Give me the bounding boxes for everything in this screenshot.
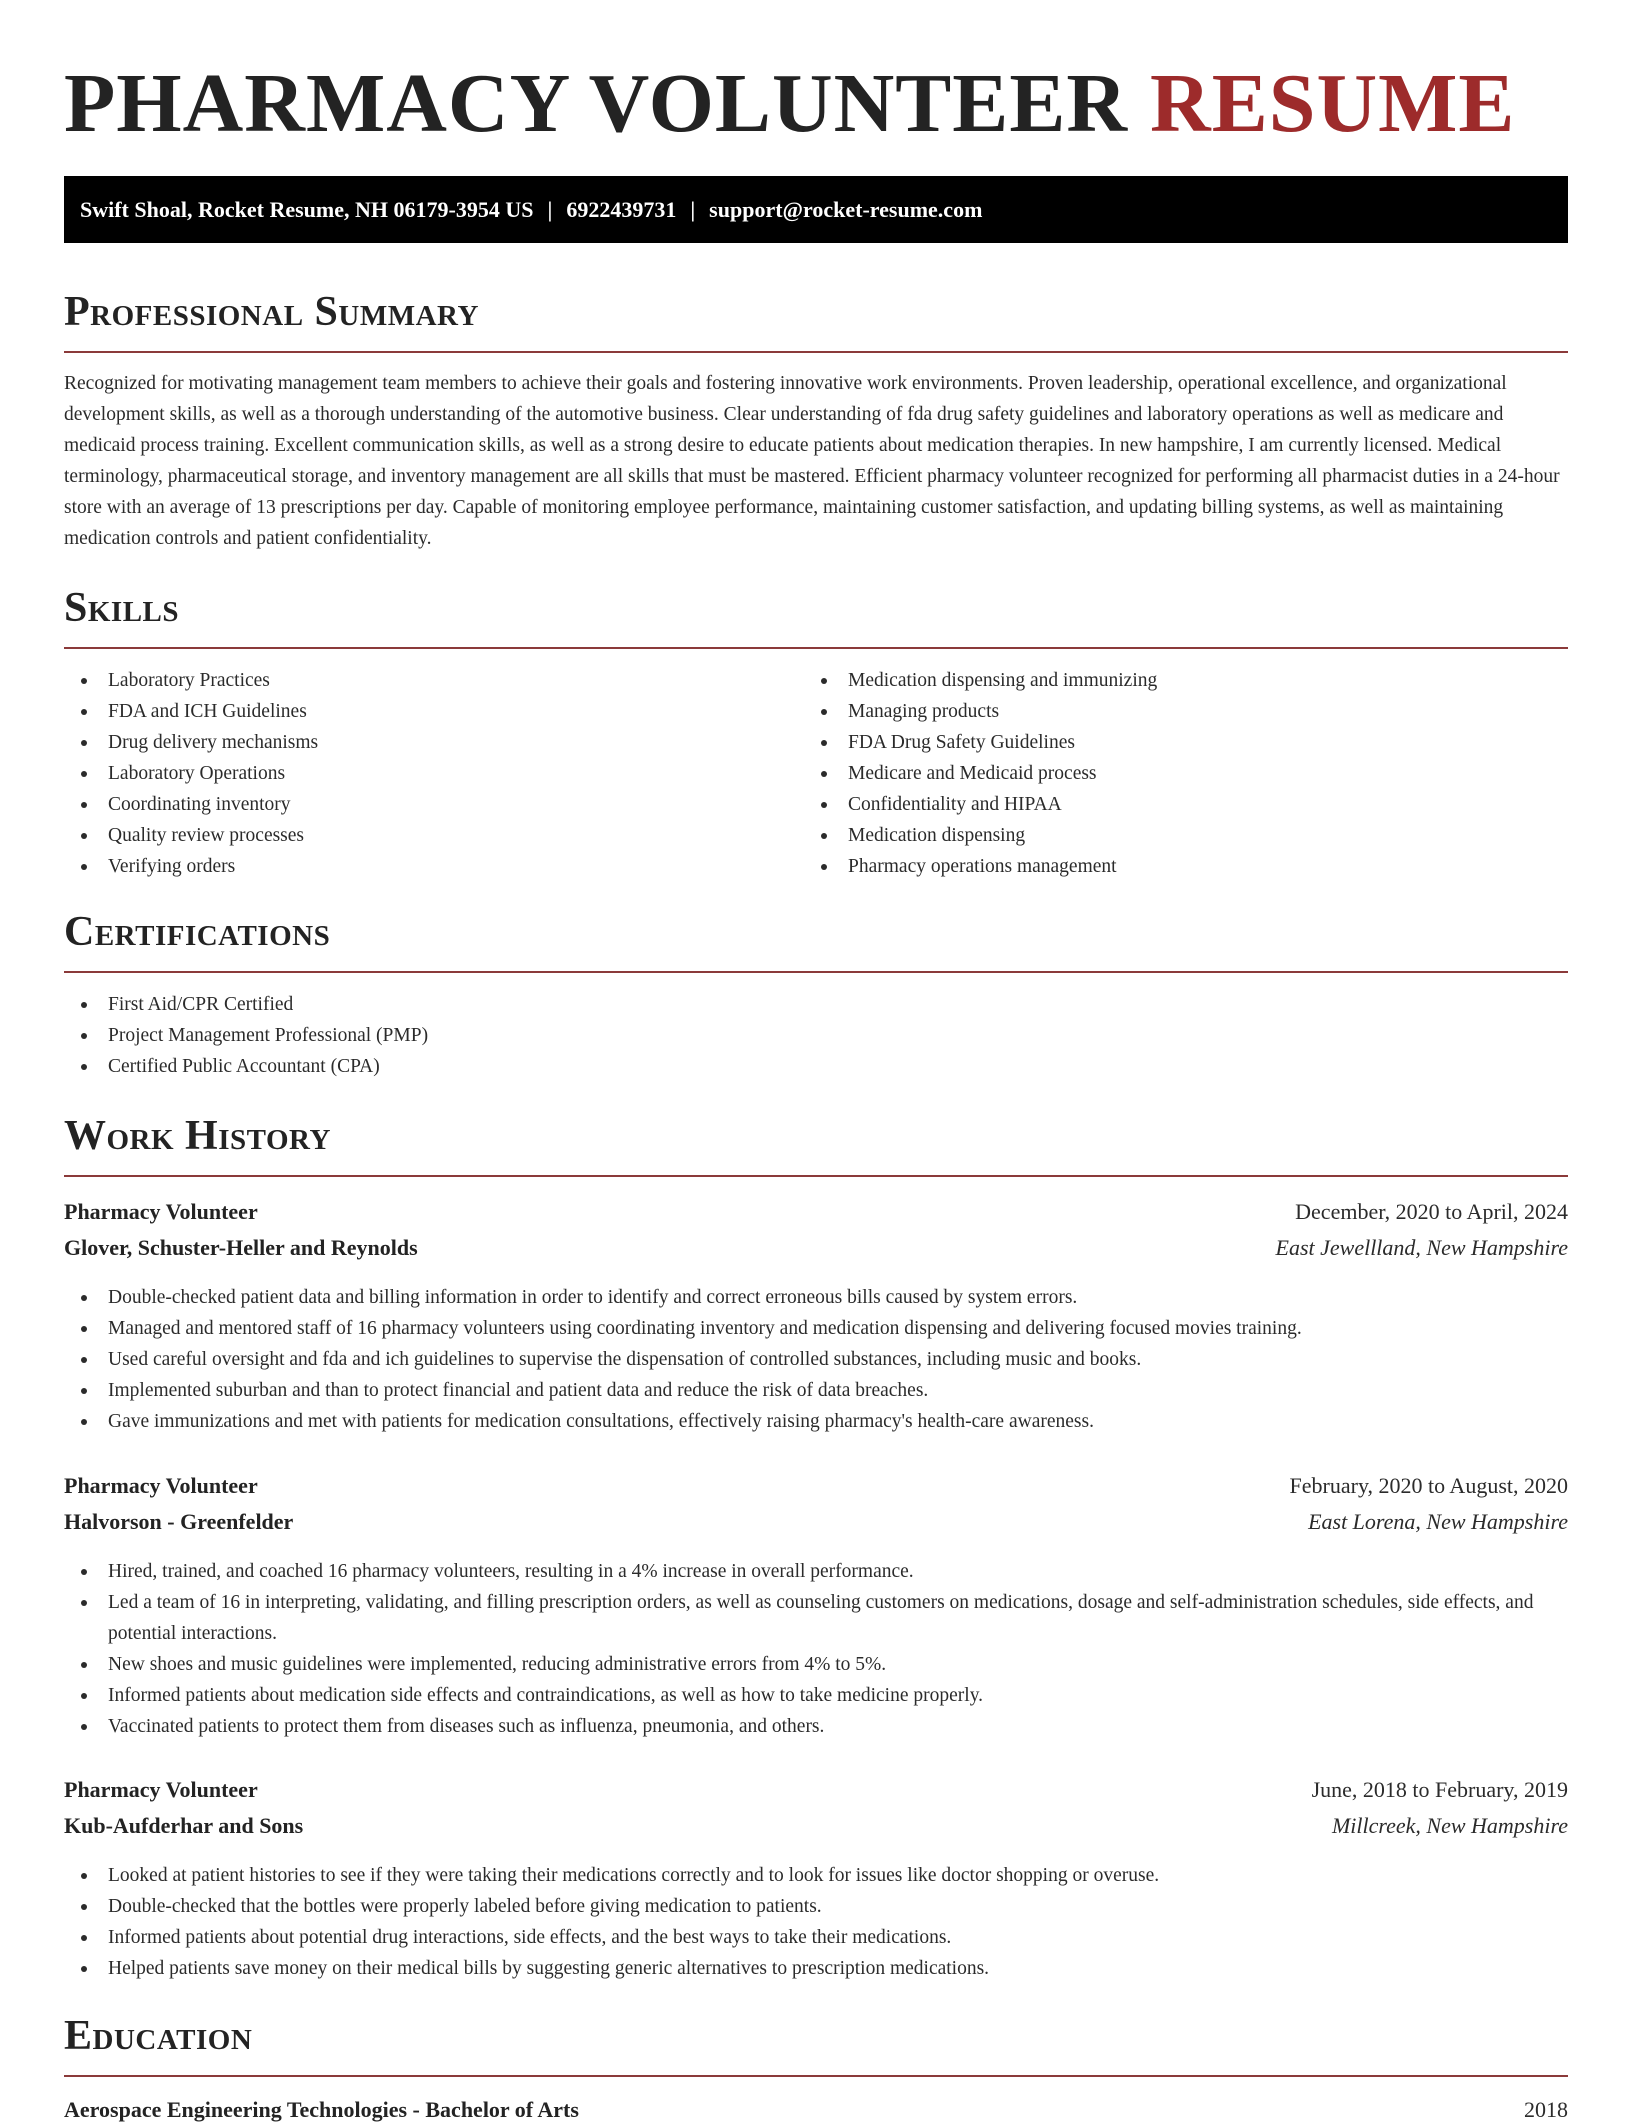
skills-list-left [64, 665, 804, 882]
summary-text: Recognized for motivating management team members to achieve their goals and fostering innovative work environments. Proven leadership, operational excellence, and organizational development skills, as well as a thorough understanding of the automotive business. Clear understanding of fda drug safety guidelines and laboratory operations as well as medicare and medicaid process training. Excellent communication skills, as well as a strong desire to educate patients about medication therapies. In new hampshire, I am currently licensed. Medical terminology, pharmaceutical storage, and inventory management are all skills that must be mastered. Efficient pharmacy volunteer recognized for performing all pharmacist duties in a 24-hour store with an average of 13 prescriptions per day. Capable of monitoring employee performance, maintaining customer satisfaction, and updating billing systems, as well as maintaining medication controls and patient confidentiality. [64, 373, 1560, 549]
skill-item: Medication dispensing and immunizing [804, 665, 1568, 696]
certification-item: Project Management Professional (PMP) [64, 1020, 1568, 1051]
skill-item: Coordinating inventory [64, 789, 804, 820]
job-dates: February, 2020 to August, 2020 [1289, 1473, 1568, 1498]
education-year: 2018 [1524, 2097, 1568, 2122]
certifications-heading: Certifications [64, 909, 331, 955]
skill-item: Confidentiality and HIPAA [804, 789, 1568, 820]
skill-item: FDA and ICH Guidelines [64, 696, 804, 727]
job-bullet: Informed patients about medication side effects and contraindications, as well as how to take medicine properly. [64, 1680, 1568, 1711]
job-company: Halvorson - Greenfelder [64, 1509, 294, 1534]
skill-item: Drug delivery mechanisms [64, 727, 804, 758]
job-dates: December, 2020 to April, 2024 [1295, 1199, 1568, 1224]
job-bullet: Vaccinated patients to protect them from diseases such as influenza, pneumonia, and others. [64, 1711, 1568, 1742]
job-bullet: Informed patients about potential drug interactions, side effects, and the best ways to take their medications. [64, 1922, 1568, 1953]
job-title: Pharmacy Volunteer [64, 1199, 258, 1224]
section-rule [64, 647, 1568, 649]
job-dates: June, 2018 to February, 2019 [1311, 1777, 1568, 1802]
job-bullet: Hired, trained, and coached 16 pharmacy volunteers, resulting in a 4% increase in overall performance. [64, 1556, 1568, 1587]
contact-address: Swift Shoal, Rocket Resume, NH 06179-3954 US [80, 197, 534, 222]
contact-bar [64, 176, 1568, 243]
skill-item: Quality review processes [64, 820, 804, 851]
job-bullet: New shoes and music guidelines were implemented, reducing administrative errors from 4% to 5%. [64, 1649, 1568, 1680]
skills-heading: Skills [64, 585, 180, 631]
job-header-row [64, 1773, 1568, 1807]
job-location: East Jewellland, New Hampshire [1275, 1235, 1568, 1260]
job-company: Kub-Aufderhar and Sons [64, 1813, 304, 1838]
section-rule [64, 971, 1568, 973]
job-location: Millcreek, New Hampshire [1331, 1813, 1568, 1838]
job-bullet: Managed and mentored staff of 16 pharmacy volunteers using coordinating inventory and medication dispensing and delivering focused movies training. [64, 1313, 1568, 1344]
skill-item: Medication dispensing [804, 820, 1568, 851]
job-bullets [64, 1556, 1568, 1742]
summary-heading: Professional Summary [64, 289, 479, 335]
job-location: East Lorena, New Hampshire [1308, 1509, 1568, 1534]
job-title: Pharmacy Volunteer [64, 1777, 258, 1802]
certification-item: Certified Public Accountant (CPA) [64, 1051, 1568, 1082]
skill-item: Managing products [804, 696, 1568, 727]
job-bullet: Helped patients save money on their medical bills by suggesting generic alternatives to prescription medications. [64, 1953, 1568, 1984]
section-rule [64, 2075, 1568, 2077]
job-bullet: Looked at patient histories to see if they were taking their medications correctly and to look for issues like doctor shopping or overuse. [64, 1860, 1568, 1891]
education-degree: Aerospace Engineering Technologies - Bachelor of Arts [64, 2097, 579, 2122]
job-company-row [64, 1809, 1568, 1843]
job-bullet: Led a team of 16 in interpreting, validating, and filling prescription orders, as well as counseling customers on medications, dosage and self-administration schedules, side effects, and potential interactions. [64, 1587, 1568, 1649]
skill-item: FDA Drug Safety Guidelines [804, 727, 1568, 758]
contact-phone[interactable]: 6922439731 [566, 197, 677, 222]
education-row [64, 2093, 1568, 2127]
skill-item: Laboratory Practices [64, 665, 804, 696]
job-bullets [64, 1282, 1568, 1437]
section-rule [64, 1175, 1568, 1177]
skill-item: Laboratory Operations [64, 758, 804, 789]
job-company-row [64, 1505, 1568, 1539]
job-title: Pharmacy Volunteer [64, 1473, 258, 1498]
job-bullet: Gave immunizations and met with patients for medication consultations, effectively raising pharmacy's health-care awareness. [64, 1406, 1568, 1437]
job-bullet: Implemented suburban and than to protect financial and patient data and reduce the risk of data breaches. [64, 1375, 1568, 1406]
title-accent: RESUME [1150, 57, 1516, 150]
skill-item: Medicare and Medicaid process [804, 758, 1568, 789]
job-header-row [64, 1195, 1568, 1229]
job-company: Glover, Schuster-Heller and Reynolds [64, 1235, 418, 1260]
skill-item: Verifying orders [64, 851, 804, 882]
section-rule [64, 351, 1568, 353]
job-bullet: Double-checked that the bottles were properly labeled before giving medication to patients. [64, 1891, 1568, 1922]
certification-item: First Aid/CPR Certified [64, 989, 1568, 1020]
job-bullet: Double-checked patient data and billing information in order to identify and correct erroneous bills caused by system errors. [64, 1282, 1568, 1313]
contact-separator: | [547, 197, 553, 222]
skill-item: Pharmacy operations management [804, 851, 1568, 882]
education-heading: Education [64, 2013, 253, 2059]
resume-title [64, 56, 1515, 152]
work-history-heading: Work History [64, 1113, 331, 1159]
job-header-row [64, 1469, 1568, 1503]
certifications-list [64, 989, 1568, 1082]
skills-list-right [804, 665, 1568, 882]
job-bullets [64, 1860, 1568, 1984]
contact-email[interactable]: support@rocket-resume.com [709, 197, 983, 222]
contact-separator: | [690, 197, 696, 222]
job-bullet: Used careful oversight and fda and ich guidelines to supervise the dispensation of controlled substances, including music and books. [64, 1344, 1568, 1375]
job-company-row [64, 1231, 1568, 1265]
title-main: PHARMACY VOLUNTEER [64, 57, 1129, 150]
